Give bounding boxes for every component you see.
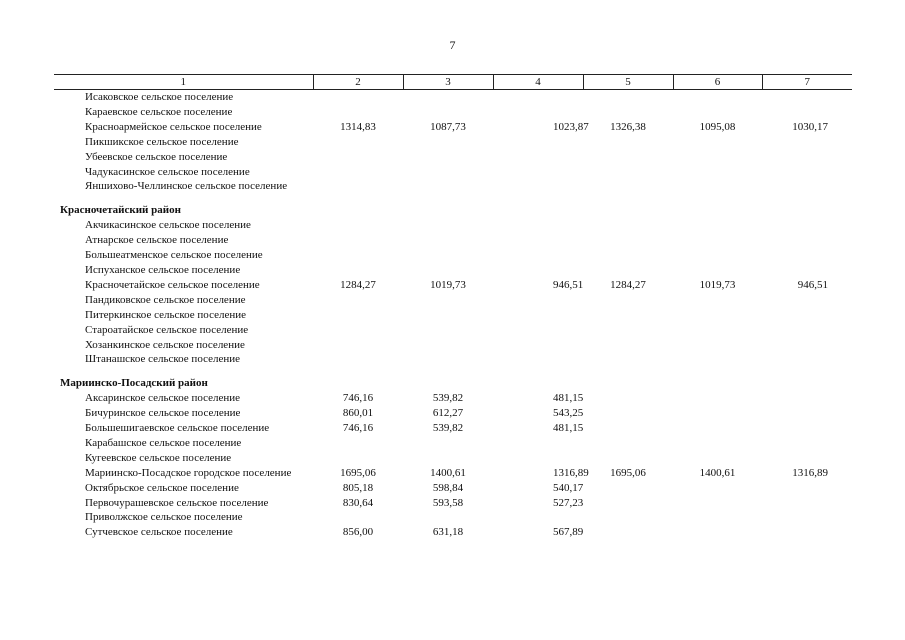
table-row — [54, 421, 852, 436]
value-col-7 — [762, 150, 852, 165]
value-col-2: 746,16 — [342, 392, 374, 405]
table-row — [54, 466, 852, 481]
value-col-5: 1326,38 — [610, 120, 646, 133]
page-number: 7 — [449, 38, 456, 52]
value-col-2: 830,64 — [342, 496, 374, 509]
value-col-3 — [403, 352, 493, 367]
value-col-5 — [583, 323, 673, 338]
value-col-4: 527,23 — [553, 496, 584, 509]
settlement-name: Испуханское сельское поселение — [85, 263, 241, 276]
value-col-6 — [673, 293, 762, 308]
table-body — [54, 90, 852, 541]
column-header-2: 2 — [313, 75, 403, 90]
value-col-6 — [673, 406, 762, 421]
value-col-4: 540,17 — [553, 481, 584, 494]
value-col-5 — [583, 105, 673, 120]
settlement-name: Исаковское сельское поселение — [85, 91, 234, 103]
value-col-5 — [583, 352, 673, 367]
value-col-2 — [313, 218, 403, 233]
value-col-4 — [493, 150, 583, 165]
spacer-cell — [54, 194, 852, 203]
value-col-7 — [762, 421, 852, 436]
value-col-3: 631,18 — [432, 526, 464, 539]
settlement-name: Староатайское сельское поселение — [85, 323, 249, 336]
header-row — [54, 75, 852, 90]
value-col-6 — [673, 248, 762, 263]
value-col-2 — [313, 323, 403, 338]
value-col-3: 598,84 — [432, 481, 464, 494]
settlement-name: Пикшикское сельское поселение — [85, 135, 239, 148]
value-col-4 — [493, 165, 583, 180]
value-col-6 — [673, 510, 762, 525]
table-row — [54, 436, 852, 451]
value-col-2 — [313, 451, 403, 466]
table-row — [54, 391, 852, 406]
settlement-name: Красноармейское сельское поселение — [85, 120, 262, 133]
settlement-name: Сутчевское сельское поселение — [85, 526, 233, 539]
value-col-4 — [493, 179, 583, 194]
value-col-6: 1019,73 — [699, 278, 736, 291]
value-col-4 — [493, 105, 583, 120]
value-col-2 — [313, 338, 403, 353]
table-row — [54, 233, 852, 248]
value-col-3: 1019,73 — [430, 278, 466, 291]
group-spacer — [54, 194, 852, 203]
value-col-6 — [673, 135, 762, 150]
value-col-5 — [583, 308, 673, 323]
value-col-3 — [403, 150, 493, 165]
value-col-2 — [313, 150, 403, 165]
value-col-4 — [493, 263, 583, 278]
value-col-4 — [493, 451, 583, 466]
value-col-3 — [403, 323, 493, 338]
value-col-2 — [313, 308, 403, 323]
table-row — [54, 120, 852, 135]
column-header-7: 7 — [762, 75, 852, 90]
value-col-2 — [313, 135, 403, 150]
value-col-6 — [673, 150, 762, 165]
value-col-6 — [673, 90, 762, 105]
value-col-4 — [493, 293, 583, 308]
value-col-3 — [403, 218, 493, 233]
value-col-7 — [762, 496, 852, 511]
value-col-4: 481,15 — [553, 392, 584, 405]
value-col-6 — [673, 481, 762, 496]
value-col-2 — [313, 179, 403, 194]
value-col-3 — [403, 135, 493, 150]
value-col-6 — [673, 421, 762, 436]
value-col-5 — [583, 510, 673, 525]
value-col-3: 593,58 — [432, 496, 464, 509]
data-table — [54, 74, 852, 540]
table-container — [54, 74, 852, 540]
district-row — [54, 376, 852, 391]
value-col-3 — [403, 451, 493, 466]
value-col-5 — [583, 218, 673, 233]
value-col-2: 746,16 — [342, 422, 374, 435]
value-col-3 — [403, 179, 493, 194]
value-col-7 — [762, 233, 852, 248]
table-row — [54, 481, 852, 496]
settlement-name: Октябрьское сельское поселение — [85, 481, 239, 494]
value-col-4 — [493, 135, 583, 150]
value-col-6 — [673, 308, 762, 323]
value-col-6: 1095,08 — [699, 120, 736, 133]
value-col-4 — [493, 510, 583, 525]
table-row — [54, 248, 852, 263]
value-col-4 — [493, 436, 583, 451]
district-row — [54, 203, 852, 218]
value-col-3 — [403, 308, 493, 323]
settlement-name: Хозанкинское сельское поселение — [85, 338, 245, 351]
value-col-3: 1087,73 — [430, 120, 466, 133]
value-col-4 — [493, 338, 583, 353]
value-col-7 — [762, 105, 852, 120]
value-col-7 — [762, 525, 852, 540]
value-col-2 — [313, 263, 403, 278]
settlement-name: Кугеевское сельское поселение — [85, 451, 232, 464]
value-col-7 — [762, 165, 852, 180]
value-col-2 — [313, 436, 403, 451]
value-col-4 — [493, 90, 583, 105]
table-row — [54, 352, 852, 367]
value-col-7 — [762, 323, 852, 338]
value-col-7 — [762, 248, 852, 263]
value-col-2 — [313, 293, 403, 308]
settlement-name: Бичуринское сельское поселение — [85, 407, 241, 420]
value-col-5 — [583, 421, 673, 436]
value-col-5: 1695,06 — [610, 466, 646, 479]
column-header-5: 5 — [583, 75, 673, 90]
value-col-4: 567,89 — [553, 526, 584, 539]
table-row — [54, 179, 852, 194]
value-col-7 — [762, 179, 852, 194]
column-header-4: 4 — [493, 75, 583, 90]
value-col-6 — [673, 179, 762, 194]
value-col-5: 1284,27 — [610, 278, 646, 291]
settlement-name: Карабашское сельское поселение — [85, 436, 242, 449]
settlement-name: Яншихово-Челлинское сельское поселение — [85, 180, 288, 193]
value-col-4: 1316,89 — [553, 466, 589, 479]
value-col-3 — [403, 263, 493, 278]
column-header-1: 1 — [54, 75, 313, 90]
value-col-6 — [673, 338, 762, 353]
table-row — [54, 150, 852, 165]
value-col-5 — [583, 135, 673, 150]
value-col-4 — [493, 323, 583, 338]
value-col-6 — [673, 352, 762, 367]
value-col-7 — [762, 90, 852, 105]
district-heading: Красночетайский район — [60, 204, 181, 217]
value-col-7 — [762, 451, 852, 466]
table-row — [54, 323, 852, 338]
value-col-5 — [583, 481, 673, 496]
value-col-5 — [583, 496, 673, 511]
value-col-5 — [583, 165, 673, 180]
district-heading: Мариинско-Посадский район — [60, 377, 208, 390]
column-header-6: 6 — [673, 75, 762, 90]
value-col-7 — [762, 308, 852, 323]
value-col-6 — [673, 263, 762, 278]
value-col-6 — [673, 436, 762, 451]
value-col-3 — [403, 338, 493, 353]
settlement-name: Караевское сельское поселение — [85, 105, 233, 118]
value-col-7 — [762, 391, 852, 406]
value-col-3: 539,82 — [432, 392, 464, 405]
settlement-name: Пандиковское сельское поселение — [85, 293, 246, 306]
value-col-2 — [313, 233, 403, 248]
value-col-4: 481,15 — [553, 422, 584, 435]
value-col-5 — [583, 150, 673, 165]
settlement-name: Красночетайское сельское поселение — [85, 278, 260, 291]
value-col-2 — [313, 165, 403, 180]
value-col-5 — [583, 293, 673, 308]
value-col-6 — [673, 451, 762, 466]
settlement-name: Штанашское сельское поселение — [85, 353, 241, 366]
spacer-cell — [54, 367, 852, 376]
value-col-2: 860,01 — [342, 407, 374, 420]
value-col-7 — [762, 293, 852, 308]
value-col-3: 1400,61 — [430, 466, 466, 479]
value-col-7 — [762, 481, 852, 496]
value-col-3: 612,27 — [432, 407, 464, 420]
value-col-7: 1030,17 — [792, 120, 828, 133]
table-row — [54, 218, 852, 233]
value-col-4: 946,51 — [553, 278, 584, 291]
value-col-5 — [583, 90, 673, 105]
value-col-3: 539,82 — [432, 422, 464, 435]
value-col-3 — [403, 436, 493, 451]
table-row — [54, 406, 852, 421]
table-row — [54, 90, 852, 105]
value-col-5 — [583, 451, 673, 466]
value-col-2: 1314,83 — [340, 120, 376, 133]
value-col-6 — [673, 323, 762, 338]
value-col-6 — [673, 391, 762, 406]
value-col-6 — [673, 165, 762, 180]
value-col-5 — [583, 248, 673, 263]
value-col-2 — [313, 510, 403, 525]
value-col-6: 1400,61 — [699, 466, 736, 479]
table-row — [54, 308, 852, 323]
value-col-5 — [583, 179, 673, 194]
table-row — [54, 135, 852, 150]
settlement-name: Мариинско-Посадское городское поселение — [85, 466, 292, 479]
table-row — [54, 165, 852, 180]
settlement-name: Питеркинское сельское поселение — [85, 308, 246, 321]
value-col-5 — [583, 263, 673, 278]
settlement-name: Атнарское сельское поселение — [85, 234, 229, 247]
settlement-name: Убеевское сельское поселение — [85, 150, 228, 163]
value-col-3 — [403, 510, 493, 525]
value-col-7: 1316,89 — [792, 466, 828, 479]
table-row — [54, 510, 852, 525]
table-row — [54, 293, 852, 308]
table-header — [54, 75, 852, 90]
value-col-4 — [493, 352, 583, 367]
table-row — [54, 451, 852, 466]
value-col-2: 1284,27 — [340, 278, 376, 291]
value-col-2 — [313, 352, 403, 367]
value-col-4: 543,25 — [553, 407, 584, 420]
value-col-4 — [493, 233, 583, 248]
settlement-name: Большешигаевское сельское поселение — [85, 422, 270, 435]
value-col-7 — [762, 352, 852, 367]
value-col-7 — [762, 263, 852, 278]
value-col-6 — [673, 105, 762, 120]
settlement-name: Первочурашевское сельское поселение — [85, 496, 269, 509]
value-col-5 — [583, 525, 673, 540]
value-col-2: 856,00 — [342, 526, 374, 539]
settlement-name: Приволжское сельское поселение — [85, 511, 243, 524]
value-col-6 — [673, 525, 762, 540]
value-col-5 — [583, 391, 673, 406]
settlement-name: Чадукасинское сельское поселение — [85, 165, 250, 178]
value-col-3 — [403, 90, 493, 105]
value-col-7 — [762, 218, 852, 233]
table-row — [54, 278, 852, 293]
value-col-3 — [403, 233, 493, 248]
value-col-3 — [403, 293, 493, 308]
value-col-2: 1695,06 — [340, 466, 376, 479]
value-col-4 — [493, 218, 583, 233]
column-header-3: 3 — [403, 75, 493, 90]
value-col-2 — [313, 105, 403, 120]
value-col-3 — [403, 105, 493, 120]
value-col-6 — [673, 496, 762, 511]
value-col-6 — [673, 218, 762, 233]
value-col-7 — [762, 406, 852, 421]
value-col-7 — [762, 510, 852, 525]
table-row — [54, 105, 852, 120]
value-col-4 — [493, 248, 583, 263]
settlement-name: Аксаринское сельское поселение — [85, 392, 241, 405]
group-spacer — [54, 367, 852, 376]
value-col-5 — [583, 338, 673, 353]
value-col-7 — [762, 135, 852, 150]
value-col-2: 805,18 — [342, 481, 374, 494]
value-col-7 — [762, 338, 852, 353]
settlement-name: Большеатменское сельское поселение — [85, 249, 263, 262]
value-col-4: 1023,87 — [553, 120, 589, 133]
value-col-2 — [313, 90, 403, 105]
value-col-2 — [313, 248, 403, 263]
value-col-4 — [493, 308, 583, 323]
value-col-5 — [583, 406, 673, 421]
settlement-name: Акчикасинское сельское поселение — [85, 219, 251, 232]
table-row — [54, 263, 852, 278]
table-row — [54, 338, 852, 353]
value-col-5 — [583, 436, 673, 451]
value-col-3 — [403, 165, 493, 180]
value-col-7: 946,51 — [797, 278, 828, 291]
value-col-3 — [403, 248, 493, 263]
table-row — [54, 496, 852, 511]
table-row — [54, 525, 852, 540]
value-col-7 — [762, 436, 852, 451]
value-col-6 — [673, 233, 762, 248]
value-col-5 — [583, 233, 673, 248]
